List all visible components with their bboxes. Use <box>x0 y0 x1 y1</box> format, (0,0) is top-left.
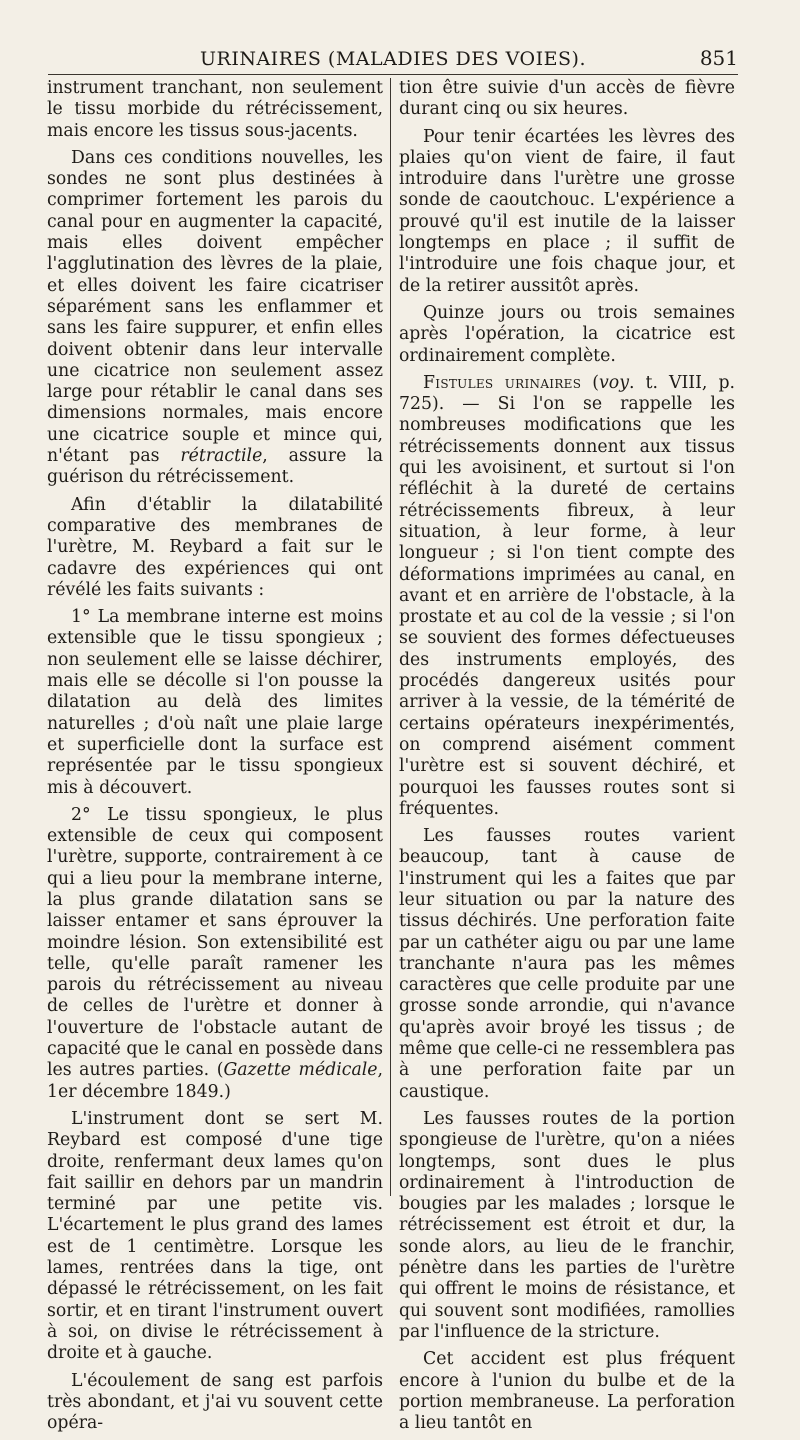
paragraph: Les fausses routes de la portion spongieuse de l'urètre, qu'on a niées longtemps, sont dues le plus ordinairement à l'introduction de bougies par les malades ; lorsque le rétrécissement est étroit et dur, la sonde alors, au lieu de le franchir, pénètre dans les parties de l'urètre qui offrent le moins de résistance, et qui souvent sont modifiées, ramollies par l'influence de la stricture. <box>399 1108 735 1342</box>
paragraph: Afin d'établir la dilatabilité comparative des membranes de l'urètre, M. Reybard a fait sur le cadavre des expériences qui ont révélé les faits suivants : <box>47 494 383 600</box>
section-heading: Fistules urinaires <box>423 372 582 393</box>
paragraph: Les fausses routes varient beaucoup, tant à cause de l'instrument qui les a faites que par leur situation ou par la nature des tissus déchirés. Une perforation faite par un cathéter aigu ou par une lame tranchante n'aura pas les mêmes caractères que celle produite par une grosse sonde arrondie, qui n'avance qu'après avoir broyé les tissus ; de même que celle-ci ne ressemblera pas à une perforation faite par un caustique. <box>399 826 735 1102</box>
right-column <box>399 78 735 1440</box>
paragraph: Cet accident est plus fréquent encore à l'union du bulbe et de la portion membraneuse. La perforation a lieu tantôt en <box>399 1349 735 1434</box>
paragraph: Quinze jours ou trois semaines après l'opération, la cicatrice est ordinairement complète. <box>399 302 735 366</box>
paragraph-text: Dans ces conditions nouvelles, les sondes ne sont plus destinées à comprimer fortement les parois du canal pour en augmenter la capacité, mais elles doivent empêcher l'agglutination des lèvres de la plaie, et elles doivent les faire cicatriser séparément sans les enflammer et sans les faire suppurer, et enfin elles doivent obtenir dans leur intervalle une cicatrice non seulement assez large pour rétablir le canal dans ses dimensions normales, mais encore une cicatrice souple et mince qui, n'étant pas <box>47 147 383 467</box>
citation-title: Gazette médicale <box>223 1060 378 1081</box>
paragraph: Pour tenir écartées les lèvres des plaies qu'on vient de faire, il faut introduire dans l'urètre une grosse sonde de caoutchouc. L'expérience a prouvé qu'il est inutile de la laisser longtemps en place ; il suffit de l'introduire une fois chaque jour, et de la retirer aussitôt après. <box>399 126 735 296</box>
paragraph <box>47 148 383 489</box>
italic-term: rétractile <box>180 446 263 467</box>
paragraph: tion être suivie d'un accès de fièvre durant cinq ou six heures. <box>399 78 735 120</box>
paragraph: L'écoulement de sang est parfois très abondant, et j'ai vu souvent cette opéra- <box>47 1370 383 1434</box>
reference-abbrev: voy <box>599 372 629 393</box>
page-number: 851 <box>699 46 738 70</box>
paragraph-text: 2° Le tissu spongieux, le plus extensible de ceux qui composent l'urètre, supporte, contrairement à ce qui a lieu pour la membrane interne, la plus grande dilatation sans se laisser entamer et sans éprouver la moindre lésion. Son extensibilité est telle, qu'elle paraît ramener les parois du rétrécissement au niveau de celles de l'urètre et donner à l'ouverture de l'obstacle autant de capacité que le canal en possède dans les autres parties. ( <box>47 804 383 1081</box>
page-header <box>48 44 738 75</box>
reference-text: ( <box>581 372 600 393</box>
paragraph <box>399 373 735 820</box>
paragraph-text: , 1er décembre 1849.) <box>47 1060 383 1102</box>
running-title: URINAIRES (MALADIES DES VOIES). <box>200 48 586 70</box>
column-divider <box>390 78 391 1196</box>
paragraph-text: — Si l'on se rappelle les nombreuses modifications que les rétrécissements donnent aux tissus qui les avoisinent, et surtout si l'on réfléchit à la dureté de certains rétrécissements fibreux, à leur situation, à leur forme, à leur longueur ; si l'on tient compte des déformations imprimées au canal, en avant et en arrière de l'obstacle, à la prostate et au col de la vessie ; si l'on se souvient des formes défectueuses des instruments employés, des procédés dangereux usités pour arriver à la vessie, de la témérité de certains opérateurs inexpérimentés, on comprend aisément comment l'urètre est si souvent déchiré, et pourquoi les fausses routes sont si fréquentes. <box>399 394 735 819</box>
left-column <box>47 78 383 1440</box>
paragraph <box>47 805 383 1103</box>
paragraph: 1° La membrane interne est moins extensible que le tissu spongieux ; non seulement elle se laisse déchirer, mais elle se décolle si l'on pousse la dilatation au delà des limites naturelles ; d'où naît une plaie large et superficielle dont la surface est représentée par le tissu spongieux mis à découvert. <box>47 607 383 798</box>
reference-text: . t. VIII, p. 725). <box>399 372 735 415</box>
paragraph: L'instrument dont se sert M. Reybard est composé d'une tige droite, renfermant deux lames qu'on fait saillir en dehors par un mandrin terminé par une petite vis. L'écartement le plus grand des lames est de 1 centimètre. Lorsque les lames, rentrées dans la tige, ont dépassé le rétrécissement, on les fait sortir, et en tirant l'instrument ouvert à soi, on divise le rétrécissement à droite et à gauche. <box>47 1108 383 1364</box>
paragraph: instrument tranchant, non seulement le tissu morbide du rétrécissement, mais encore les tissus sous-jacents. <box>47 78 383 141</box>
paragraph-text: , assure la guérison du rétrécissement. <box>47 446 383 488</box>
